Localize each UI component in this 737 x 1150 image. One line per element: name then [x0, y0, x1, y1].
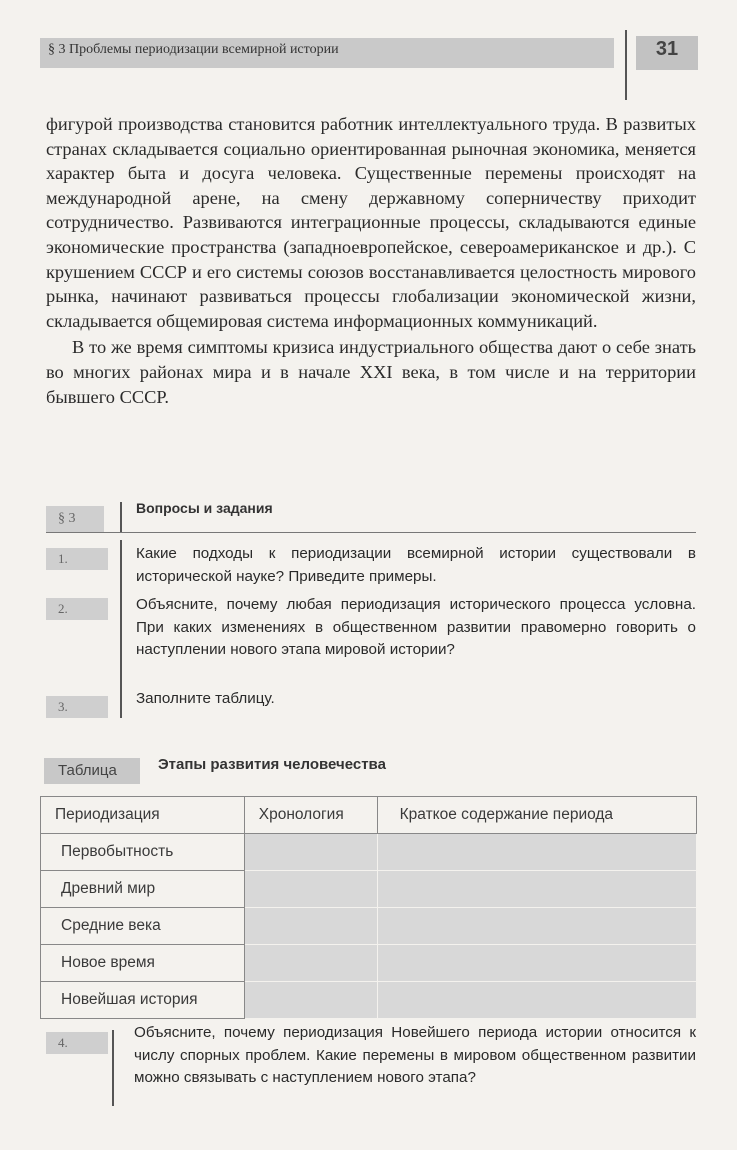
table-row	[41, 834, 697, 871]
table-row-label: Древний мир	[41, 871, 245, 908]
table-header-row	[41, 797, 697, 834]
questions-section-label: § 3	[46, 506, 104, 532]
table-row	[41, 982, 697, 1019]
table-row-label: Новое время	[41, 945, 245, 982]
table-row	[41, 871, 697, 908]
question-number: 3.	[46, 696, 108, 718]
question-number: 4.	[46, 1032, 108, 1054]
questions-rule	[46, 532, 696, 533]
running-header-title: § 3 Проблемы периодизации всемирной истории	[48, 42, 339, 57]
table-blank-cell	[244, 945, 377, 982]
question-text: Объясните, почему любая периодизация исторического процесса условна. При каких изменениях в общественном развитии правомерно говорить о наступлении нового этапа мировой истории?	[136, 596, 696, 658]
question-text: Заполните таблицу.	[136, 690, 275, 707]
questions-divider	[120, 502, 122, 532]
questions-title: Вопросы и задания	[136, 500, 273, 516]
table-blank-cell	[377, 834, 696, 871]
question-number: 2.	[46, 598, 108, 620]
table-header-cell: Периодизация	[41, 797, 245, 834]
body-paragraph-1: фигурой производства становится работник интеллектуального труда. В развитых странах складывается социально ориентированная рыночная экономика, меняется характер быта и досуга человека. Существенные перемены происходят на международной арене, на смену державному соперничеству приходит сотрудничество. Развиваются интеграционные процессы, складываются единые экономические пространства (западноевропейское, североамериканское и др.). С крушением СССР и его системы союзов восстанавливается целостность мирового рынка, начинают развиваться процессы глобализации экономической жизни, складывается общемировая система информационных коммуникаций.	[46, 114, 696, 331]
header-divider	[625, 30, 627, 100]
question-divider	[120, 688, 122, 718]
table-blank-cell	[244, 834, 377, 871]
question-divider	[120, 592, 122, 688]
table-row	[41, 908, 697, 945]
table-row-label: Новейшая история	[41, 982, 245, 1019]
question-divider	[112, 1030, 114, 1106]
body-paragraph-2: В то же время симптомы кризиса индустриального общества дают о себе знать во многих районах мира и в начале XXI века, в том числе и на территории бывшего СССР.	[46, 337, 696, 407]
table-blank-cell	[244, 871, 377, 908]
table-row	[41, 945, 697, 982]
table-header-cell: Хронология	[244, 797, 377, 834]
table-blank-cell	[244, 908, 377, 945]
table-header-cell: Краткое содержание периода	[377, 797, 696, 834]
table-tag: Таблица	[44, 758, 140, 784]
question-text: Какие подходы к периодизации всемирной истории существовали в исторической науке? Приведите примеры.	[136, 545, 696, 585]
question-number: 1.	[46, 548, 108, 570]
table-blank-cell	[377, 982, 696, 1019]
page-number: 31	[655, 38, 679, 60]
table-blank-cell	[377, 908, 696, 945]
question-text: Объясните, почему периодизация Новейшего периода истории относится к числу спорных проблем. Какие перемены в мировом общественном развитии можно связывать с наступлением нового этапа?	[134, 1024, 696, 1086]
table-title: Этапы развития человечества	[158, 756, 386, 773]
table-blank-cell	[244, 982, 377, 1019]
table-row-label: Средние века	[41, 908, 245, 945]
stages-table	[40, 796, 697, 1019]
table-row-label: Первобытность	[41, 834, 245, 871]
question-divider	[120, 540, 122, 592]
table-blank-cell	[377, 871, 696, 908]
table-blank-cell	[377, 945, 696, 982]
body-text	[46, 112, 696, 409]
